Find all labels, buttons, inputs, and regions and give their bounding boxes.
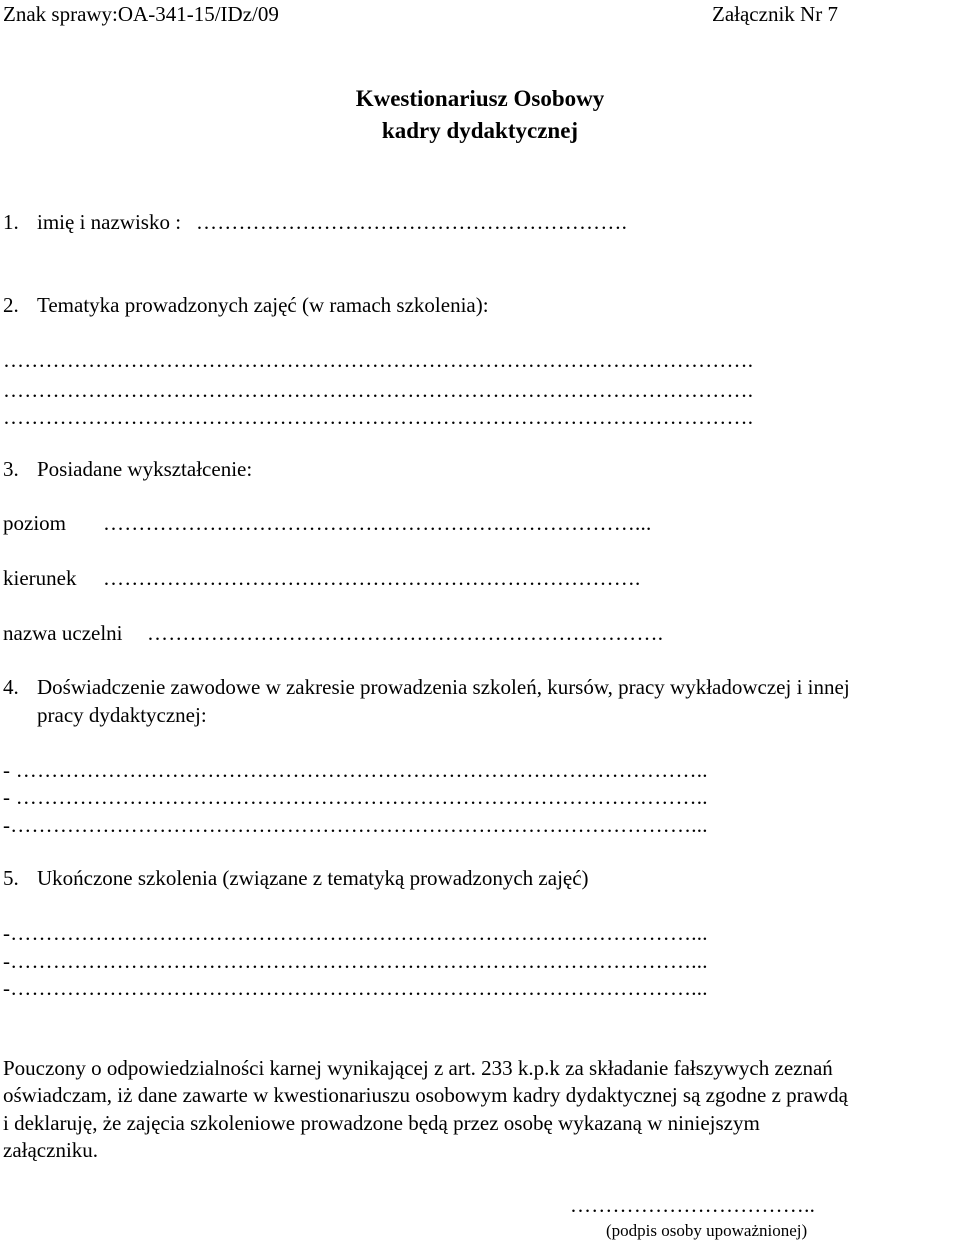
document-title: Kwestionariusz Osobowy [355, 86, 605, 111]
experience-label: Doświadczenie zawodowe w zakresie prowadzenia szkoleń, kursów, pracy wykładowczej i innej [37, 675, 850, 699]
name-field[interactable]: ……………………………………………………. [196, 210, 628, 234]
declaration-line-4: załączniku. [3, 1138, 99, 1162]
topics-line-3[interactable]: ……………………………………………………………………………………………. [3, 405, 754, 429]
section-number: 2. [3, 293, 19, 317]
topics-label: Tematyka prowadzonych zajęć (w ramach szkolenia): [37, 293, 489, 317]
level-field[interactable]: …………………………………………………………………... [103, 511, 652, 535]
case-number: Znak sprawy:OA-341-15/IDz/09 [3, 2, 279, 26]
university-label: nazwa uczelni [3, 621, 123, 645]
document-subtitle: kadry dydaktycznej [381, 118, 579, 143]
topics-line-1[interactable]: ……………………………………………………………………………………………. [3, 348, 754, 372]
experience-label-cont: pracy dydaktycznej: [37, 703, 207, 727]
name-label: imię i nazwisko : [37, 210, 182, 234]
experience-line-3[interactable]: -……………………………………………………………………………………... [3, 813, 708, 837]
trainings-line-3[interactable]: -……………………………………………………………………………………... [3, 976, 708, 1000]
topics-line-2[interactable]: ……………………………………………………………………………………………. [3, 378, 754, 402]
trainings-line-1[interactable]: -……………………………………………………………………………………... [3, 921, 708, 945]
attachment-label: Załącznik Nr 7 [712, 2, 838, 26]
section-number: 1. [3, 210, 19, 234]
university-field[interactable]: ………………………………………………………………. [147, 621, 664, 645]
trainings-line-2[interactable]: -……………………………………………………………………………………... [3, 949, 708, 973]
section-number: 4. [3, 675, 19, 699]
declaration-line-3: i deklaruję, że zajęcia szkoleniowe prowadzone będą przez osobę wykazaną w niniejszym [3, 1111, 760, 1135]
experience-line-2[interactable]: - …………………………………………………………………………………….. [3, 785, 708, 809]
section-number: 3. [3, 457, 19, 481]
signature-line[interactable]: …………………………….. [570, 1193, 816, 1217]
level-label: poziom [3, 511, 66, 535]
education-label: Posiadane wykształcenie: [37, 457, 253, 481]
experience-line-1[interactable]: - …………………………………………………………………………………….. [3, 758, 708, 782]
signature-caption: (podpis osoby upoważnionej) [606, 1221, 808, 1240]
field-of-study-field[interactable]: …………………………………………………………………. [103, 566, 641, 590]
declaration-line-1: Pouczony o odpowiedzialności karnej wynikającej z art. 233 k.p.k za składanie fałszywych zeznań [3, 1056, 833, 1080]
section-number: 5. [3, 866, 19, 890]
trainings-label: Ukończone szkolenia (związane z tematyką prowadzonych zajęć) [37, 866, 589, 890]
declaration-line-2: oświadczam, iż dane zawarte w kwestionariuszu osobowym kadry dydaktycznej są zgodne z prawdą [3, 1083, 848, 1107]
field-of-study-label: kierunek [3, 566, 77, 590]
